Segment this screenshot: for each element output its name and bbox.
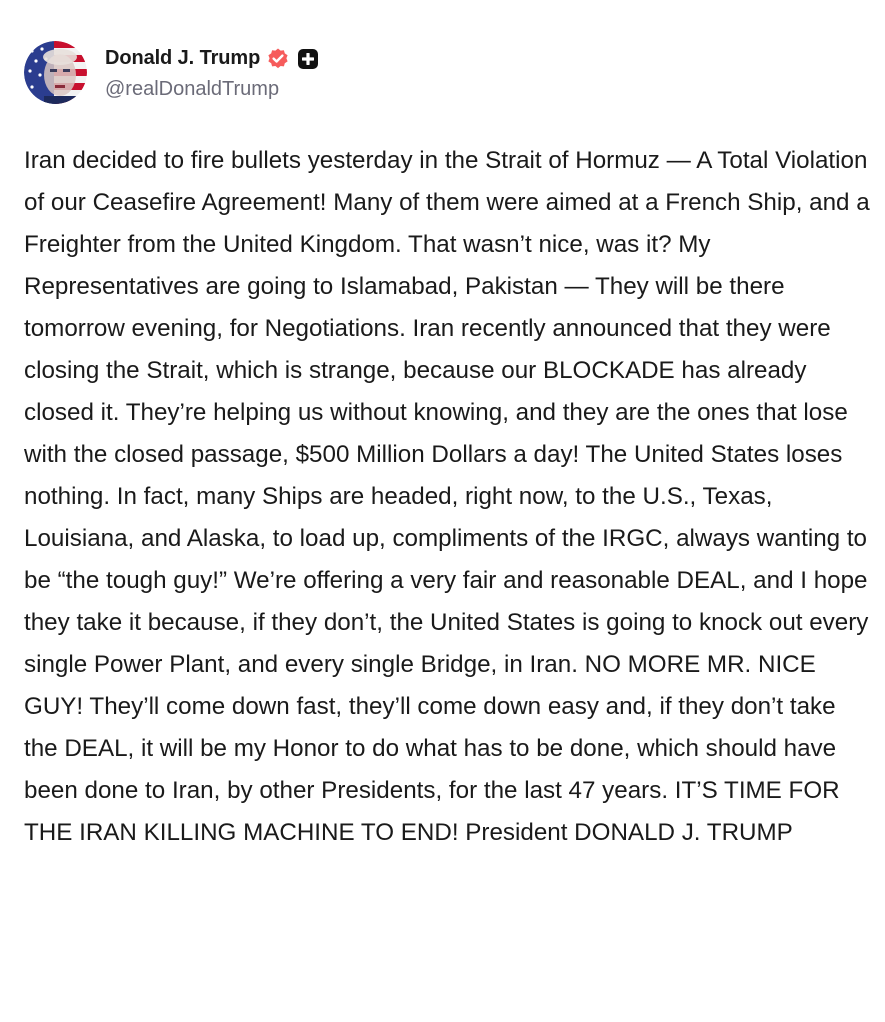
author-display-name[interactable]: Donald J. Trump [105,47,261,69]
profile-avatar[interactable] [24,41,87,104]
post-header [24,40,319,104]
plus-badge-icon [297,48,319,70]
verified-badge-icon [266,47,290,71]
avatar-image [24,41,87,104]
author-handle[interactable]: @realDonaldTrump [105,77,280,100]
name-row [105,44,319,74]
post-body-text: Iran decided to fire bullets yesterday in the Strait of Hormuz — A Total Violation of our Ceasefire Agreement! Many of them were aimed at a French Ship, and a Freighter from the United Kingdom. That wasn’t nice, was it? My Representatives are going to Islamabad, Pakistan — They will be there tomorrow evening, for Negotiations. Iran recently announced that they were closing the Strait, which is strange, because our BLOCKADE has already closed it. They’re helping us without knowing, and they are the ones that lose with the closed passage, $500 Million Dollars a day! The United States loses nothing. In fact, many Ships are headed, right now, to the U.S., Texas, Louisiana, and Alaska, to load up, compliments of the IRGC, always wanting to be “the tough guy!” We’re offering a very fair and reasonable DEAL, and I hope they take it because, if they don’t, the United States is going to knock out every single Power Plant, and every single Bridge, in Iran. NO MORE MR. NICE GUY! They’ll come down fast, they’ll come down easy and, if they don’t take the DEAL, it will be my Honor to do what has to be done, which should have been done to Iran, by other Presidents, for the last 47 years. IT’S TIME FOR THE IRAN KILLING MACHINE TO END! President DONALD J. TRUMP [24,147,870,846]
author-identity [105,44,319,101]
